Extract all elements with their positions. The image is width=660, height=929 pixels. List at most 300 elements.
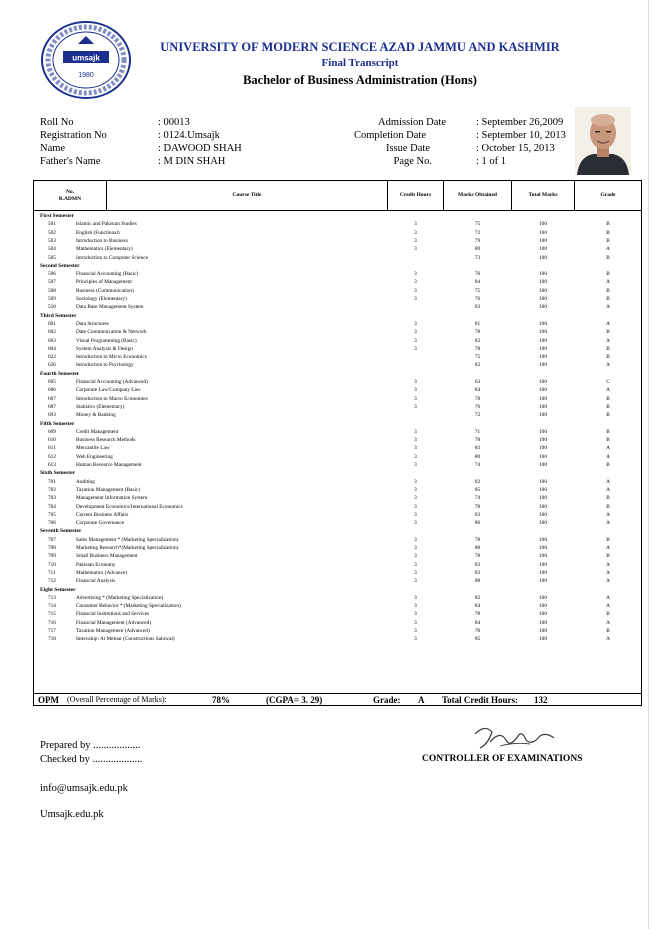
semester-heading: Third Semester — [40, 312, 77, 319]
cell-total: 100 — [539, 287, 547, 294]
cell-marks: 78 — [474, 395, 481, 402]
table-row — [34, 627, 641, 635]
cell-no: 502 — [48, 229, 56, 236]
cell-no: 706 — [48, 520, 56, 527]
cell-credit: 3 — [414, 486, 417, 493]
table-row — [34, 436, 641, 444]
cell-no: 604 — [48, 345, 56, 352]
cell-marks: 63 — [474, 379, 481, 385]
cell-marks: 75 — [474, 221, 481, 228]
cell-title: Advertising * (Marketing Specialization) — [76, 594, 164, 601]
cell-credit: 3 — [414, 478, 417, 485]
cell-no: 711 — [48, 569, 56, 576]
cell-title: Small Business Management — [76, 553, 138, 560]
cell-marks: 81 — [474, 320, 481, 327]
cell-grade: B — [606, 503, 610, 510]
cell-credit: 3 — [414, 403, 417, 410]
cell-credit: 3 — [414, 603, 417, 610]
page-edge — [648, 0, 649, 929]
opm-value: 78% — [212, 695, 230, 705]
cell-credit: 3 — [414, 619, 417, 626]
roll-no-label: Roll No — [40, 117, 74, 128]
cell-credit: 3 — [414, 628, 417, 634]
university-name: UNIVERSITY OF MODERN SCIENCE AZAD JAMMU AND KASHMIR — [160, 40, 560, 54]
table-row — [34, 395, 641, 403]
cell-grade: B — [606, 403, 610, 410]
table-row — [34, 337, 641, 345]
cell-credit: 3 — [414, 553, 417, 560]
cell-grade: A — [606, 279, 610, 286]
cell-title: Internship: At Memar (Constructions Sahiwal) — [76, 636, 175, 643]
cell-credit: 3 — [414, 379, 417, 385]
cell-grade: B — [606, 553, 610, 560]
table-row — [34, 428, 641, 436]
cell-title: Mathematics (Advance) — [76, 569, 128, 576]
cell-title: Visual Programming (Basic) — [76, 337, 137, 344]
col-no-line2: B.ADMN — [58, 195, 82, 202]
col-grade: Grade — [600, 192, 616, 198]
name-label: Name — [40, 143, 66, 154]
cell-title: Financial Management (Advanced) — [76, 619, 152, 626]
cell-no: 715 — [48, 611, 56, 618]
cell-grade: B — [606, 229, 610, 236]
cell-total: 100 — [539, 362, 547, 369]
cell-credit: 3 — [414, 636, 417, 643]
issue-date-value: : October 15, 2013 — [476, 143, 555, 154]
cell-title: Statistics (Elementary) — [76, 403, 125, 410]
cell-marks: 84 — [474, 603, 481, 610]
cell-title: Pakistan Economy — [76, 561, 116, 568]
cell-title: Money & Banking — [76, 412, 116, 419]
cell-marks: 76 — [474, 271, 481, 278]
cell-credit: 3 — [414, 428, 417, 435]
cell-no: 707 — [48, 536, 56, 543]
cell-no: 716 — [48, 619, 56, 626]
checked-by: Checked by ................... — [40, 754, 143, 765]
cell-credit: 3 — [414, 320, 417, 327]
controller-of-examinations: CONTROLLER OF EXAMINATIONS — [422, 754, 583, 764]
opm-description: (Overall Percentage of Marks): — [67, 695, 167, 704]
university-seal-logo — [40, 20, 132, 100]
cell-total: 100 — [539, 304, 547, 311]
table-row — [34, 303, 641, 311]
cell-no: 701 — [48, 478, 56, 485]
table-row — [34, 478, 641, 486]
cell-grade: A — [606, 486, 610, 493]
cell-marks: 83 — [474, 445, 481, 452]
table-row — [34, 278, 641, 286]
cell-marks: 88 — [474, 578, 481, 585]
cell-title: Introduction to Micro Economics — [76, 354, 147, 361]
cell-no: 714 — [48, 603, 56, 610]
cell-grade: B — [606, 354, 610, 361]
cell-total: 100 — [539, 345, 547, 352]
cell-title: Introduction to Psychology — [76, 362, 134, 369]
cell-grade: B — [606, 412, 610, 419]
cell-grade: B — [606, 437, 610, 444]
total-credit-value: 132 — [534, 695, 548, 705]
cell-grade: B — [606, 254, 610, 261]
cell-no: 610 — [48, 437, 56, 444]
cell-total: 100 — [539, 254, 547, 261]
cell-total: 100 — [539, 337, 547, 344]
cell-marks: 84 — [474, 279, 481, 286]
total-credit-label: Total Credit Hours: — [442, 695, 519, 705]
cell-total: 100 — [539, 229, 547, 236]
table-row — [34, 220, 641, 228]
cell-title: Business Research Methods — [76, 437, 136, 444]
table-row — [34, 229, 641, 237]
table-row — [34, 378, 641, 386]
registration-no-value: : 0124.Umsajk — [158, 130, 220, 141]
cell-no: 606 — [48, 387, 56, 394]
table-row — [34, 287, 641, 295]
cell-credit: 3 — [414, 503, 417, 510]
cell-credit: 3 — [414, 445, 417, 452]
cell-title: Taxation Management (Basic) — [76, 486, 141, 493]
cell-marks: 83 — [474, 561, 481, 568]
cell-credit: 3 — [414, 453, 417, 460]
cell-grade: B — [606, 611, 610, 618]
student-photo — [575, 107, 631, 175]
cell-no: 510 — [48, 304, 56, 311]
cell-total: 100 — [539, 619, 547, 626]
cell-grade: B — [606, 345, 610, 352]
cell-title: Mathematics (Elementary) — [76, 246, 133, 253]
issue-date-label: Issue Date — [385, 143, 430, 154]
table-row — [34, 577, 641, 585]
cell-marks: 84 — [474, 387, 481, 394]
table-row — [34, 635, 641, 643]
cell-no: 693 — [48, 412, 56, 419]
cell-marks: 78 — [474, 553, 481, 560]
table-row — [34, 552, 641, 560]
table-row — [34, 270, 641, 278]
cell-marks: 82 — [474, 594, 481, 601]
cell-no: 718 — [48, 636, 56, 643]
cell-grade: A — [606, 445, 610, 452]
table-row — [34, 569, 641, 577]
semester-heading: First Semester — [40, 213, 75, 219]
col-no-line1: No. — [65, 188, 75, 195]
cell-credit: 3 — [414, 246, 417, 253]
cell-marks: 74 — [474, 462, 481, 468]
cell-marks: 88 — [474, 545, 481, 551]
cell-total: 100 — [539, 545, 547, 551]
cell-total: 100 — [539, 628, 547, 634]
registration-no-label: Registration No — [40, 130, 107, 141]
cell-title: Business (Communication) — [76, 287, 134, 294]
cell-total: 100 — [539, 445, 547, 452]
cell-title: Corporate Governance — [76, 520, 125, 527]
cell-title: Financial Accounting (Basic) — [76, 271, 139, 278]
table-row — [34, 503, 641, 511]
father-name-value: : M DIN SHAH — [158, 156, 226, 167]
seal-name-text: umsajk — [72, 53, 100, 63]
cell-total: 100 — [539, 495, 547, 502]
cell-credit: 3 — [414, 578, 417, 585]
cell-credit: 3 — [414, 329, 417, 336]
cell-total: 100 — [539, 569, 547, 576]
cell-grade: B — [606, 237, 610, 244]
cell-grade: B — [606, 462, 610, 468]
cell-credit: 3 — [414, 569, 417, 576]
cell-title: Financial Analysis — [76, 578, 116, 585]
cell-no: 602 — [48, 329, 56, 336]
cell-no: 708 — [48, 545, 56, 551]
cell-grade: A — [606, 603, 610, 610]
cell-total: 100 — [539, 354, 547, 361]
cell-grade: A — [606, 453, 610, 460]
cell-grade: A — [606, 561, 610, 568]
cell-no: 609 — [48, 428, 56, 435]
semester-heading: Sixth Semester — [40, 470, 75, 477]
grade-value: A — [418, 695, 425, 705]
cell-grade: B — [606, 428, 610, 435]
cell-grade: B — [606, 221, 610, 228]
cell-marks: 75 — [474, 287, 481, 294]
father-name-label: Father's Name — [40, 156, 101, 167]
cell-grade: C — [606, 379, 610, 385]
cell-total: 100 — [539, 594, 547, 601]
cell-no: 507 — [48, 279, 56, 286]
cell-marks: 78 — [474, 503, 481, 510]
cell-no: 506 — [48, 271, 56, 278]
cell-credit: 3 — [414, 345, 417, 352]
cell-no: 705 — [48, 511, 56, 518]
col-course-title: Course Title — [232, 192, 262, 198]
cell-grade: B — [606, 287, 610, 294]
cell-total: 100 — [539, 428, 547, 435]
cell-credit: 3 — [414, 594, 417, 601]
cell-no: 505 — [48, 254, 56, 261]
table-row — [34, 403, 641, 411]
admission-date-label: Admission Date — [378, 117, 446, 128]
cell-grade: A — [606, 545, 610, 551]
table-row — [34, 245, 641, 253]
marks-table — [33, 180, 642, 706]
contact-email[interactable]: info@umsajk.edu.pk — [40, 783, 128, 794]
table-row — [34, 619, 641, 627]
cell-total: 100 — [539, 329, 547, 336]
table-row — [34, 461, 641, 469]
table-row — [34, 610, 641, 618]
cell-total: 100 — [539, 561, 547, 568]
cell-grade: A — [606, 578, 610, 585]
table-row — [34, 254, 641, 262]
table-row — [34, 519, 641, 527]
website-link[interactable]: Umsajk.edu.pk — [40, 809, 104, 820]
cell-total: 100 — [539, 395, 547, 402]
cell-credit: 3 — [414, 271, 417, 278]
page-no-label: Page No. — [393, 156, 432, 167]
col-marks-obtained: Marks Obtained — [458, 192, 497, 198]
table-header — [34, 181, 641, 211]
cell-title: Introduction to Computer Science — [76, 254, 148, 261]
cell-grade: A — [606, 511, 610, 518]
cell-no: 704 — [48, 503, 56, 510]
cell-total: 100 — [539, 503, 547, 510]
cell-marks: 83 — [474, 511, 481, 518]
cell-grade: A — [606, 520, 610, 527]
cell-title: Data Base Management System — [76, 304, 144, 311]
completion-date-value: : September 10, 2013 — [476, 130, 566, 141]
cell-marks: 73 — [474, 254, 481, 261]
cell-total: 100 — [539, 296, 547, 302]
semester-heading: Seventh Semester — [40, 528, 82, 535]
cell-credit: 3 — [414, 561, 417, 568]
cell-grade: B — [606, 628, 610, 634]
cell-no: 687 — [48, 403, 56, 410]
cell-total: 100 — [539, 520, 547, 527]
cell-marks: 72 — [474, 412, 481, 419]
semester-heading: Eight Semester — [40, 586, 76, 593]
table-row — [34, 361, 641, 369]
cell-grade: A — [606, 619, 610, 626]
cell-total: 100 — [539, 478, 547, 485]
cell-no: 605 — [48, 379, 56, 385]
cell-title: Marketing Research*(Marketing Specialization) — [76, 545, 179, 551]
cell-title: Consumer Behavior * (Marketing Specialization) — [76, 603, 181, 610]
cell-title: Corporate Law/Company Law — [76, 387, 141, 394]
cell-total: 100 — [539, 553, 547, 560]
cell-title: Principles of Management — [76, 279, 132, 286]
cell-title: Islamic and Pakistan Studies — [76, 221, 137, 228]
cell-title: Data Structures — [76, 320, 109, 327]
table-row — [34, 544, 641, 552]
cell-marks: 75 — [474, 354, 481, 361]
cell-total: 100 — [539, 462, 547, 468]
program-name: Bachelor of Business Administration (Hons) — [243, 73, 477, 87]
document-title: Final Transcript — [321, 57, 399, 69]
cell-total: 100 — [539, 221, 547, 228]
cell-marks: 84 — [474, 619, 481, 626]
cell-total: 100 — [539, 379, 547, 385]
table-row — [34, 237, 641, 245]
cell-no: 612 — [48, 453, 56, 460]
cell-total: 100 — [539, 279, 547, 286]
cell-grade: A — [606, 246, 610, 253]
cell-title: Financial Accounting (Advanced) — [76, 379, 148, 385]
cell-marks: 78 — [474, 345, 481, 352]
table-row — [34, 536, 641, 544]
page-no-value: : 1 of 1 — [476, 156, 507, 167]
cell-no: 509 — [48, 296, 56, 302]
table-row — [34, 328, 641, 336]
cell-no: 703 — [48, 495, 56, 502]
cell-total: 100 — [539, 271, 547, 278]
cell-credit: 3 — [414, 495, 417, 502]
cell-title: Development Economics/International Economics — [76, 503, 183, 510]
cell-marks: 82 — [474, 362, 481, 369]
cell-grade: A — [606, 337, 610, 344]
cell-no: 603 — [48, 337, 56, 344]
cell-total: 100 — [539, 403, 547, 410]
opm-label: OPM — [38, 695, 59, 705]
cell-no: 622 — [48, 354, 56, 361]
cell-marks: 76 — [474, 296, 481, 302]
cell-credit: 3 — [414, 221, 417, 228]
cgpa-value: (CGPA= 3. 29) — [266, 695, 323, 705]
table-row — [34, 511, 641, 519]
cell-marks: 72 — [474, 229, 481, 236]
cell-title: Taxation Management (Advanced) — [76, 628, 150, 634]
cell-credit: 3 — [414, 279, 417, 286]
cell-no: 601 — [48, 320, 56, 327]
cell-grade: A — [606, 594, 610, 601]
cell-no: 702 — [48, 486, 56, 493]
table-row — [34, 444, 641, 452]
cell-credit: 3 — [414, 229, 417, 236]
col-course-no — [34, 181, 106, 210]
cell-marks: 80 — [474, 453, 481, 460]
cell-grade: A — [606, 362, 610, 369]
cell-credit: 3 — [414, 545, 417, 551]
cell-marks: 78 — [474, 536, 481, 543]
cell-marks: 78 — [474, 437, 481, 444]
cell-no: 503 — [48, 237, 56, 244]
table-row — [34, 386, 641, 394]
cell-credit: 3 — [414, 511, 417, 518]
seal-year-text: 1980 — [78, 72, 94, 79]
cell-total: 100 — [539, 320, 547, 327]
cell-title: System Analysis & Design — [76, 345, 133, 352]
table-row — [34, 411, 641, 419]
cell-grade: B — [606, 296, 610, 302]
cell-marks: 76 — [474, 403, 481, 410]
cell-credit: 3 — [414, 462, 417, 468]
table-row — [34, 353, 641, 361]
cell-total: 100 — [539, 237, 547, 244]
cell-credit: 3 — [414, 395, 417, 402]
table-row — [34, 594, 641, 602]
cell-no: 710 — [48, 561, 56, 568]
cell-marks: 85 — [474, 636, 481, 643]
cell-marks: 79 — [474, 237, 481, 244]
cell-grade: B — [606, 271, 610, 278]
table-row — [34, 320, 641, 328]
semester-heading: Fourth Semester — [40, 370, 80, 377]
cell-total: 100 — [539, 578, 547, 585]
cell-grade: A — [606, 387, 610, 394]
cell-no: 709 — [48, 553, 56, 560]
cell-no: 613 — [48, 462, 56, 468]
table-row — [34, 345, 641, 353]
cell-title: English (Functional) — [76, 229, 120, 236]
cell-total: 100 — [539, 246, 547, 253]
cell-title: Introduction to Macro Economies — [76, 395, 148, 402]
cell-total: 100 — [539, 387, 547, 394]
cell-grade: A — [606, 320, 610, 327]
cell-credit: 3 — [414, 387, 417, 394]
cell-total: 100 — [539, 453, 547, 460]
cell-total: 100 — [539, 412, 547, 419]
cell-grade: A — [606, 304, 610, 311]
cell-grade: B — [606, 495, 610, 502]
cell-title: Current Business Affairs — [76, 511, 129, 518]
table-row — [34, 486, 641, 494]
cell-no: 607 — [48, 395, 56, 402]
col-credit-hours: Credit Hours — [399, 192, 432, 198]
table-row — [34, 295, 641, 303]
cell-marks: 85 — [474, 486, 481, 493]
cell-credit: 3 — [414, 611, 417, 618]
cell-title: Management Information System — [76, 495, 148, 502]
cell-total: 100 — [539, 611, 547, 618]
cell-no: 713 — [48, 594, 56, 601]
table-row — [34, 602, 641, 610]
col-total-marks: Total Marks — [528, 192, 558, 198]
